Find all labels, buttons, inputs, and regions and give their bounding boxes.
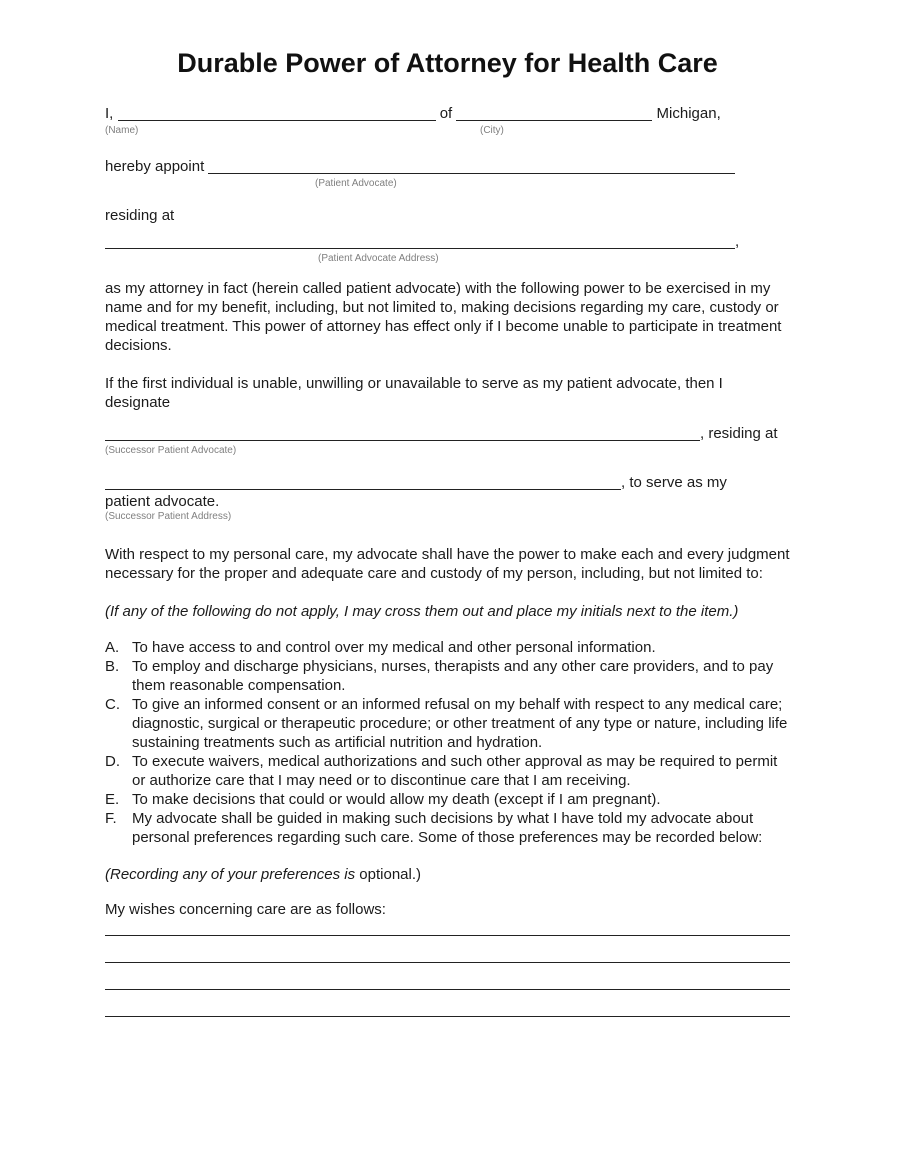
recording-note-regular: optional.) [359,866,422,883]
patient-advocate-address-label: (Patient Advocate Address) [318,253,439,264]
intro-prefix: I, [105,105,114,122]
list-item-b [105,657,790,695]
list-text-d: To execute waivers, medical authorizations and such other approval as may be required to permit or authorize care that I may need or to discontinue care that I am receiving. [132,753,778,789]
list-letter-c: C. [105,696,120,713]
list-item-c [105,695,790,752]
list-text-e: To make decisions that could or would allow my death (except if I am pregnant). [132,791,661,808]
wishes-line-4[interactable] [105,1016,790,1017]
patient-advocate-label: (Patient Advocate) [315,178,397,189]
patient-advocate-address-blank-line[interactable] [105,237,735,249]
name-blank-line[interactable] [118,109,436,121]
list-letter-f: F. [105,810,117,827]
patient-advocate-blank-line[interactable] [208,162,735,174]
intro-line [105,104,790,136]
intro-of: of [439,105,453,122]
list-text-b: To employ and discharge physicians, nurses, therapists and any other care providers, and to pay them reasonable compensation. [132,658,774,694]
wishes-line-2[interactable] [105,962,790,963]
appoint-line [105,157,790,189]
list-letter-b: B. [105,658,120,675]
list-text-c: To give an informed consent or an informed refusal on my behalf with respect to any medical care; diagnostic, surgical or therapeutic procedure; or other treatment of any type or nature, including life sustaining treatments such as artificial nutrition and hydration. [132,696,788,751]
list-letter-d: D. [105,753,120,770]
successor-tail-text: patient advocate. [105,493,220,510]
successor-address-label: (Successor Patient Address) [105,511,232,522]
city-label: (City) [480,125,504,136]
powers-list [105,638,790,847]
page-title: Durable Power of Attorney for Health Care [177,48,718,78]
address-comma: , [735,233,740,250]
personal-care-paragraph: With respect to my personal care, my advocate shall have the power to make each and every judgment necessary for the proper and adequate care and custody of my person, including, but not limited to: [105,546,790,582]
successor-residing-suffix: , residing at [700,425,778,442]
wishes-line-3[interactable] [105,989,790,990]
list-letter-a: A. [105,639,120,656]
list-item-f [105,809,790,847]
successor-advocate-label: (Successor Patient Advocate) [105,445,237,456]
successor-address-blank-line[interactable] [105,478,621,490]
successor-address-line [105,473,790,492]
intro-state: Michigan, [656,105,721,122]
list-letter-e: E. [105,791,120,808]
list-item-a [105,638,790,657]
appoint-prefix: hereby appoint [105,158,205,175]
successor-advocate-blank-line[interactable] [105,429,700,441]
powers-paragraph: as my attorney in fact (herein called patient advocate) with the following power to be exercised in my name and for my benefit, including, but not limited to, making decisions regarding my care, custody or medical treatment. This power of attorney has effect only if I become unable to participate in treatment decisions. [105,280,782,354]
residing-at-text: residing at [105,207,175,224]
successor-advocate-line [105,424,790,456]
city-blank-line[interactable] [456,109,652,121]
list-text-a: To have access to and control over my medical and other personal information. [132,639,656,656]
wishes-heading: My wishes concerning care are as follows: [105,901,386,918]
recording-note-italic: (Recording any of your preferences is [105,866,356,883]
recording-note [105,865,790,884]
name-label: (Name) [105,125,139,136]
list-item-e [105,790,790,809]
list-text-f: My advocate shall be guided in making such decisions by what I have told my advocate about personal preferences regarding such care. Some of those preferences may be recorded below: [132,810,763,846]
wishes-line-1[interactable] [105,935,790,936]
serve-as-suffix: , to serve as my [621,474,727,491]
advocate-address-line [105,232,790,264]
list-item-d [105,752,790,790]
cross-out-note: (If any of the following do not apply, I may cross them out and place my initials next to the item.) [105,603,739,620]
successor-paragraph: If the first individual is unable, unwilling or unavailable to serve as my patient advocate, then I designate [105,375,723,411]
